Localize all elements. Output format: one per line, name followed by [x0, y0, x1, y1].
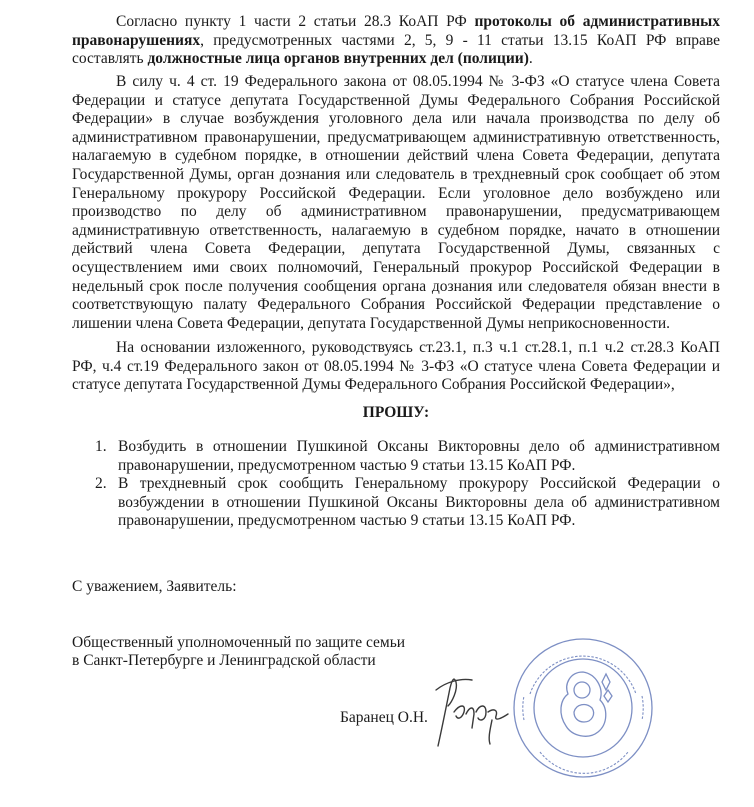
p1-bold-1: протоколы об административных правонарушениях	[72, 13, 720, 49]
paragraph-protocol-authority	[72, 13, 720, 69]
paragraph-legal-basis: На основании изложенного, руководствуясь ст.23.1, п.3 ч.1 ст.28.1, п.1 ч.2 ст.28.3 КоАП РФ, ч.4 ст.19 Федерального закон от 08.05.1994 № 3-ФЗ «О статусе члена Совета Федерации и статусе депутата Государственной Думы Федерального Собрания Российской Федерации»,	[72, 339, 720, 394]
request-item-1	[72, 438, 720, 475]
closing-line: С уважением, Заявитель:	[72, 578, 237, 595]
p1-text-1: Согласно пункту 1 части 2 статьи 28.3 КоАП РФ	[116, 13, 475, 30]
signer-role-line-1: Общественный уполномоченный по защите семьи	[72, 634, 406, 651]
request-text: В трехдневный срок сообщить Генеральному прокурору Российской Федерации о возбуждении в отношении Пушкиной Оксаны Викторовны дела об административном правонарушении, предусмотренном частью 9 статьи 13.15 КоАП РФ.	[118, 475, 720, 530]
request-heading: ПРОШУ:	[362, 404, 430, 421]
request-text: Возбудить в отношении Пушкиной Оксаны Викторовны дело об административном правонарушении, предусмотренном частью 9 статьи 13.15 КоАП РФ.	[118, 438, 720, 474]
request-list	[72, 438, 720, 531]
paragraph-federal-law: В силу ч. 4 ст. 19 Федерального закона от 08.05.1994 № 3-ФЗ «О статусе члена Совета Федерации и статусе депутата Государственной Думы Федерального Собрания Российской Федерации» в случае возбуждения уголовного дела или начала производства по делу об административном правонарушении, предусматривающем административную ответственность, налагаемую в судебном порядке, в отношении действий члена Совета Федерации, депутата Государственной Думы, орган дознания или следователь в трехдневный срок сообщает об этом Генеральному прокурору Российской Федерации. Если уголовное дело возбуждено или производство по делу об административном правонарушении, предусматривающем административную ответственность, налагаемую в судебном порядке, начато в отношении действий члена Совета Федерации, депутата Государственной Думы, связанных с осуществлением ими своих полномочий, Генеральный прокурор Российской Федерации в недельный срок после получения сообщения органа дознания или следователя обязан внести в соответствующую палату Федерального Собрания Российской Федерации представление о лишении члена Совета Федерации, депутата Государственной Думы неприкосновенности.	[72, 73, 720, 332]
request-item-2	[72, 475, 720, 531]
p1-text-3: .	[528, 50, 533, 68]
p1-bold-2: должностные лица органов внутренних дел (полиции)	[147, 50, 529, 68]
request-number: 2.	[95, 475, 107, 493]
signer-name: Баранец О.Н.	[340, 709, 428, 726]
p1-text-2: , предусмотренных частями 2, 5, 9 - 11 статьи 13.15 КоАП РФ вправе составлять	[72, 31, 720, 68]
signer-role-line-2: в Санкт-Петербурге и Ленинградской области	[72, 652, 376, 669]
stamp-icon	[510, 634, 656, 782]
request-number: 1.	[95, 438, 107, 455]
